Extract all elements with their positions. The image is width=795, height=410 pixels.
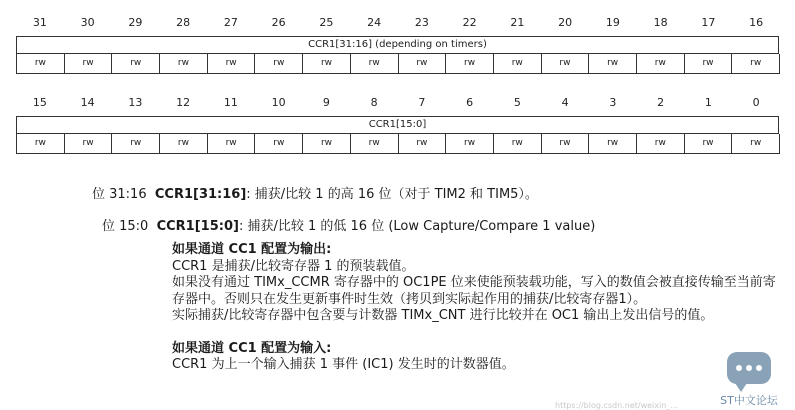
access-cell: rw bbox=[731, 134, 780, 154]
access-cell: rw bbox=[16, 134, 65, 154]
access-cell: rw bbox=[636, 134, 685, 154]
access-cell: rw bbox=[16, 54, 65, 74]
bit-number: 22 bbox=[462, 16, 477, 29]
access-cell: rw bbox=[588, 54, 637, 74]
access-cell: rw bbox=[254, 134, 303, 154]
lower-access-row bbox=[16, 134, 780, 154]
access-cell: rw bbox=[541, 54, 590, 74]
bit-number: 15 bbox=[32, 96, 47, 109]
bit-number: 8 bbox=[370, 96, 378, 109]
field-description: : 捕获/比较 1 的高 16 位（对于 TIM2 和 TIM5）。 bbox=[246, 187, 538, 202]
access-cell: rw bbox=[588, 134, 637, 154]
access-cell: rw bbox=[398, 134, 447, 154]
access-cell: rw bbox=[111, 134, 160, 154]
access-cell: rw bbox=[64, 134, 113, 154]
input-line: CCR1 为上一个输入捕获 1 事件 (IC1) 发生时的计数器值。 bbox=[172, 357, 515, 372]
bit-number: 2 bbox=[657, 96, 665, 109]
access-cell: rw bbox=[302, 134, 351, 154]
bit-number: 21 bbox=[510, 16, 525, 29]
bits-31-16-description bbox=[92, 187, 538, 203]
output-heading: 如果通道 CC1 配置为输出: bbox=[172, 242, 332, 257]
access-cell: rw bbox=[350, 54, 399, 74]
bit-number: 3 bbox=[609, 96, 617, 109]
bit-number: 19 bbox=[605, 16, 620, 29]
access-cell: rw bbox=[541, 134, 590, 154]
bit-number: 17 bbox=[701, 16, 716, 29]
watermark-url: https://blog.csdn.net/weixin_... bbox=[555, 401, 678, 410]
bit-number: 18 bbox=[653, 16, 668, 29]
forum-watermark bbox=[709, 352, 789, 408]
bit-range: 位 31:16 bbox=[92, 187, 147, 202]
access-cell: rw bbox=[111, 54, 160, 74]
bit-number: 29 bbox=[128, 16, 143, 29]
bit-number: 6 bbox=[466, 96, 474, 109]
access-cell: rw bbox=[159, 134, 208, 154]
access-cell: rw bbox=[254, 54, 303, 74]
access-cell: rw bbox=[684, 134, 733, 154]
bit-number: 31 bbox=[32, 16, 47, 29]
output-line: 实际捕获/比较寄存器中包含要与计数器 TIMx_CNT 进行比较并在 OC1 输出上发出信号的值。 bbox=[172, 308, 714, 323]
access-cell: rw bbox=[350, 134, 399, 154]
bit-number: 14 bbox=[80, 96, 95, 109]
bit-number: 1 bbox=[704, 96, 712, 109]
upper-field-name: CCR1[31:16] (depending on timers) bbox=[16, 36, 779, 54]
bit-number: 26 bbox=[271, 16, 286, 29]
bit-number: 7 bbox=[418, 96, 426, 109]
access-cell: rw bbox=[302, 54, 351, 74]
bit-number: 5 bbox=[513, 96, 521, 109]
lower-field-name: CCR1[15:0] bbox=[16, 116, 779, 134]
bit-number: 12 bbox=[176, 96, 191, 109]
bit-number: 23 bbox=[414, 16, 429, 29]
access-cell: rw bbox=[636, 54, 685, 74]
field-description: : 捕获/比较 1 的低 16 位 (Low Capture/Compare 1 value) bbox=[238, 219, 596, 234]
bit-number: 0 bbox=[752, 96, 760, 109]
upper-access-row bbox=[16, 54, 780, 74]
output-line: 如果没有通过 TIMx_CCMR 寄存器中的 OC1PE 位来使能预装载功能，写入的数值会被直接传输至当前寄存器中。否则只在发生更新事件时生效（拷贝到实际起作用的捕获/比较寄存器1）。 bbox=[172, 275, 776, 307]
bit-number: 9 bbox=[322, 96, 330, 109]
access-cell: rw bbox=[445, 134, 494, 154]
bit-number: 30 bbox=[80, 16, 95, 29]
bit-number: 13 bbox=[128, 96, 143, 109]
output-line: CCR1 是捕获/比较寄存器 1 的预装载值。 bbox=[172, 258, 415, 274]
bit-number: 24 bbox=[367, 16, 382, 29]
access-cell: rw bbox=[207, 134, 256, 154]
bit-number: 28 bbox=[176, 16, 191, 29]
bit-number: 4 bbox=[561, 96, 569, 109]
bit-number: 27 bbox=[223, 16, 238, 29]
bit-number: 10 bbox=[271, 96, 286, 109]
access-cell: rw bbox=[64, 54, 113, 74]
bit-number: 25 bbox=[319, 16, 334, 29]
input-heading: 如果通道 CC1 配置为输入: bbox=[172, 340, 332, 356]
chat-bubble-icon bbox=[727, 352, 771, 384]
upper-bit-numbers bbox=[16, 16, 780, 29]
access-cell: rw bbox=[445, 54, 494, 74]
bit-number: 11 bbox=[223, 96, 238, 109]
bit-number: 20 bbox=[558, 16, 573, 29]
field-name: CCR1[31:16] bbox=[154, 187, 247, 202]
bit-number: 16 bbox=[749, 16, 764, 29]
bit-range: 位 15:0 bbox=[102, 219, 149, 234]
ccr1-detail bbox=[172, 242, 784, 374]
watermark-label: ST中文论坛 bbox=[720, 394, 778, 407]
access-cell: rw bbox=[684, 54, 733, 74]
lower-bit-numbers bbox=[16, 96, 780, 109]
field-name: CCR1[15:0] bbox=[156, 219, 239, 234]
access-cell: rw bbox=[731, 54, 780, 74]
access-cell: rw bbox=[398, 54, 447, 74]
access-cell: rw bbox=[207, 54, 256, 74]
access-cell: rw bbox=[493, 134, 542, 154]
bits-15-0-description bbox=[102, 219, 595, 235]
access-cell: rw bbox=[493, 54, 542, 74]
access-cell: rw bbox=[159, 54, 208, 74]
